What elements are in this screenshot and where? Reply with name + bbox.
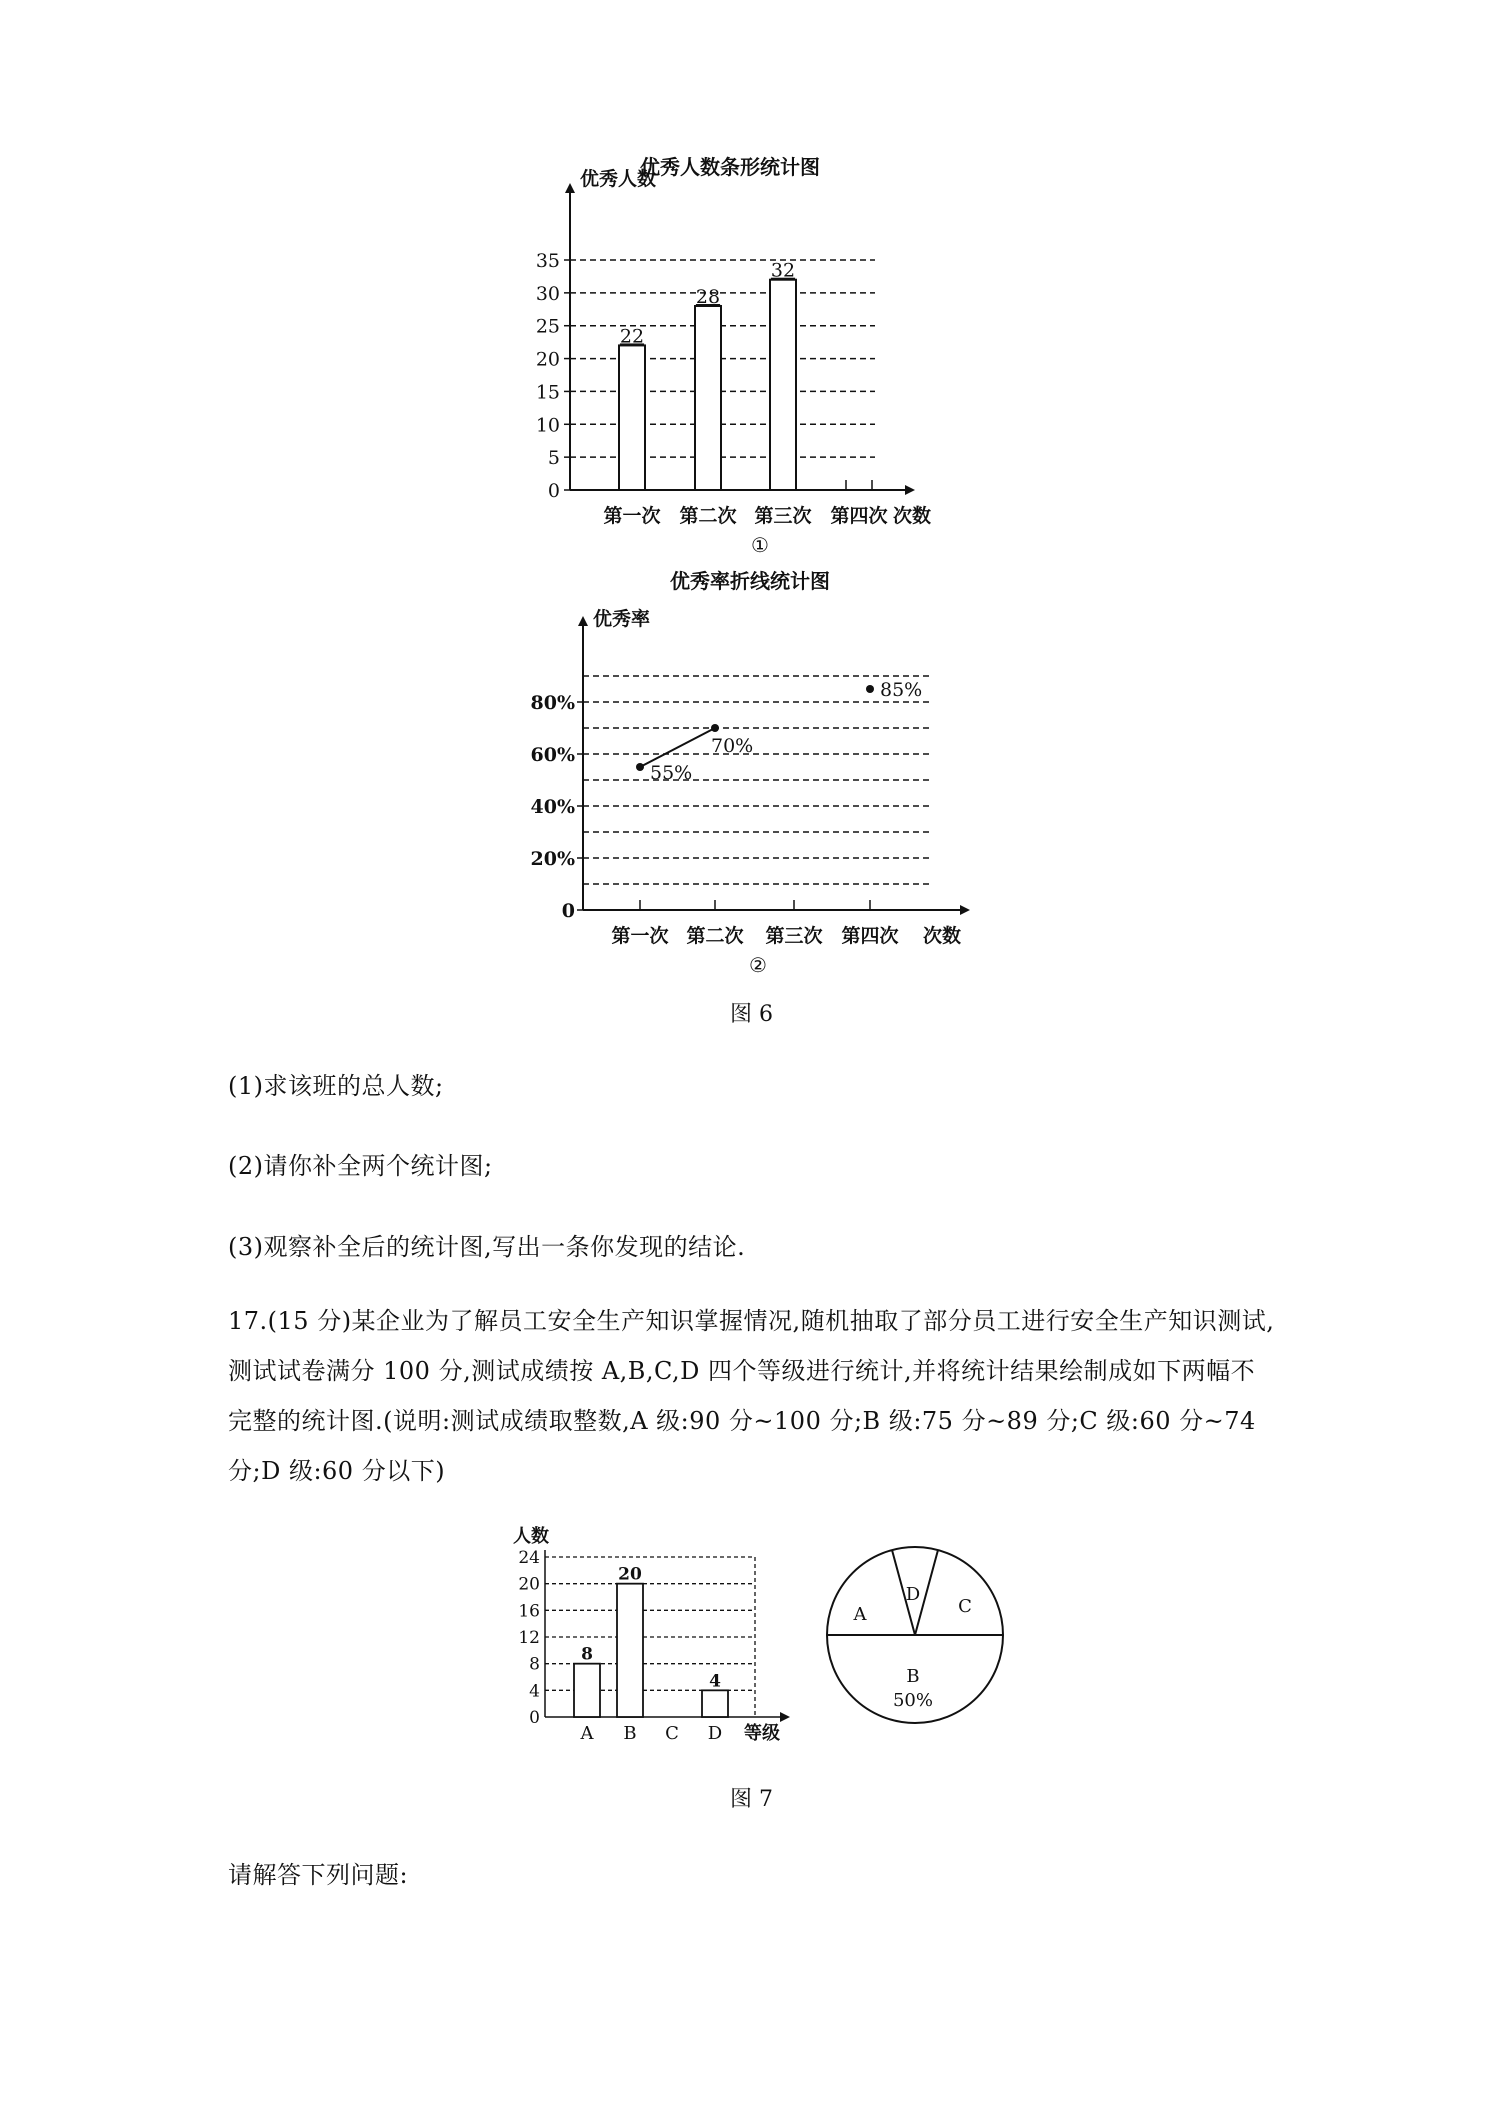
chart2-point bbox=[866, 685, 874, 693]
pie-slice-label: C bbox=[958, 1596, 972, 1617]
chart3-y-tick-label: 0 bbox=[529, 1708, 540, 1728]
chart2-y-tick-label: 0 bbox=[561, 900, 575, 922]
chart3-y-tick-label: 8 bbox=[529, 1654, 540, 1675]
chart2-x-axis-arrow bbox=[960, 905, 970, 915]
chart2-y-axis-arrow bbox=[578, 616, 588, 626]
chart2-marker: ② bbox=[749, 953, 767, 977]
chart1-category-label: 第二次 bbox=[679, 505, 737, 527]
chart1-bar-value-label: 32 bbox=[770, 259, 796, 282]
question-16-part-1: (1)求该班的总人数; bbox=[228, 1072, 444, 1100]
chart2-category-label: 第二次 bbox=[686, 925, 744, 947]
pie-slice-label: D bbox=[905, 1584, 921, 1605]
pie-slice-label: A bbox=[853, 1604, 867, 1625]
chart1-marker: ① bbox=[751, 533, 769, 557]
chart2-y-tick-label: 80% bbox=[530, 692, 575, 714]
grade-pie-chart bbox=[820, 1540, 1010, 1730]
chart3-y-tick-label: 24 bbox=[518, 1548, 540, 1568]
chart2-title: 优秀率折线统计图 bbox=[670, 569, 830, 593]
chart2-point bbox=[711, 724, 719, 732]
chart2-y-tick-label: 40% bbox=[530, 796, 575, 818]
chart1-y-tick-label: 20 bbox=[535, 348, 560, 371]
chart1-y-tick-label: 0 bbox=[547, 480, 560, 502]
excellent-count-bar-chart bbox=[520, 150, 932, 557]
chart1-y-tick-label: 30 bbox=[535, 282, 560, 305]
grade-count-bar-chart bbox=[500, 1522, 800, 1742]
chart1-title: 优秀人数条形统计图 bbox=[640, 155, 820, 179]
chart3-category-label: A bbox=[580, 1723, 594, 1744]
chart1-x-axis-arrow bbox=[905, 485, 915, 495]
chart1-y-tick-label: 5 bbox=[547, 447, 560, 470]
chart1-bar bbox=[770, 280, 796, 490]
chart2-point-label: 85% bbox=[880, 679, 923, 701]
chart2-point-label: 55% bbox=[650, 762, 693, 784]
pie-slice-value: 50% bbox=[892, 1690, 934, 1711]
chart3-bar-value-label: 4 bbox=[709, 1671, 721, 1692]
chart2-x-label: 次数 bbox=[922, 925, 962, 947]
excellent-rate-line-chart bbox=[500, 565, 970, 977]
chart3-bar bbox=[574, 1664, 600, 1717]
question-16-part-2: (2)请你补全两个统计图; bbox=[228, 1152, 493, 1180]
chart3-bar-value-label: 8 bbox=[581, 1644, 593, 1665]
chart3-category-label: B bbox=[623, 1723, 637, 1744]
chart1-bar-value-label: 22 bbox=[619, 325, 645, 348]
chart3-bar bbox=[617, 1584, 643, 1717]
chart3-y-tick-label: 16 bbox=[518, 1601, 540, 1622]
chart1-bar bbox=[619, 345, 645, 490]
pie-slice-label: B bbox=[906, 1666, 920, 1687]
chart3-y-label: 人数 bbox=[513, 1526, 549, 1547]
chart1-y-tick-label: 25 bbox=[535, 315, 560, 338]
chart2-y-tick-label: 60% bbox=[530, 744, 575, 766]
chart2-y-label: 优秀率 bbox=[593, 608, 651, 630]
chart2-point-label: 70% bbox=[711, 735, 754, 757]
chart1-y-tick-label: 10 bbox=[535, 414, 560, 437]
figure-6-caption: 图 6 bbox=[730, 1002, 773, 1027]
question-17-prompt: 请解答下列问题: bbox=[228, 1861, 409, 1889]
chart1-category-label: 第一次 bbox=[603, 505, 661, 527]
chart3-y-tick-label: 12 bbox=[518, 1628, 540, 1648]
chart3-bar bbox=[702, 1690, 728, 1717]
chart3-x-axis-arrow bbox=[780, 1712, 790, 1722]
chart1-bar-value-label: 28 bbox=[695, 286, 721, 308]
chart3-category-label: D bbox=[707, 1723, 723, 1744]
question-17-text: 17.(15 分)某企业为了解员工安全生产知识掌握情况,随机抽取了部分员工进行安全生产知识测试,测试试卷满分 100 分,测试成绩按 A,B,C,D 四个等级进行统计,并将统计结果绘制成如下两幅不完整的统计图.(说明:测试成绩取整数,A 级:90 分~100 分;B 级:75 分~89 分;C 级:60 分~74 分;D 级:60 分以下) bbox=[228, 1307, 1275, 1485]
chart2-y-tick-label: 20% bbox=[530, 848, 575, 870]
chart3-x-label: 等级 bbox=[744, 1723, 780, 1744]
chart1-bar bbox=[695, 306, 721, 490]
chart2-point bbox=[636, 763, 644, 771]
chart1-x-label: 次数 bbox=[892, 505, 932, 527]
chart1-y-tick-label: 15 bbox=[535, 381, 560, 404]
chart3-category-label: C bbox=[665, 1723, 679, 1744]
figure-7-caption: 图 7 bbox=[730, 1787, 773, 1812]
question-16-part-3: (3)观察补全后的统计图,写出一条你发现的结论. bbox=[228, 1233, 746, 1261]
chart3-y-tick-label: 20 bbox=[518, 1574, 540, 1595]
chart1-y-axis-arrow bbox=[565, 183, 575, 193]
chart1-y-tick-label: 35 bbox=[535, 250, 560, 272]
chart2-category-label: 第一次 bbox=[611, 925, 669, 947]
chart1-y-label: 优秀人数 bbox=[580, 168, 657, 190]
chart1-category-label: 第四次 bbox=[830, 505, 888, 527]
chart3-y-tick-label: 4 bbox=[529, 1681, 540, 1702]
chart1-category-label: 第三次 bbox=[754, 505, 812, 527]
chart2-category-label: 第三次 bbox=[765, 925, 823, 947]
chart2-category-label: 第四次 bbox=[841, 925, 899, 947]
chart3-bar-value-label: 20 bbox=[618, 1564, 642, 1585]
